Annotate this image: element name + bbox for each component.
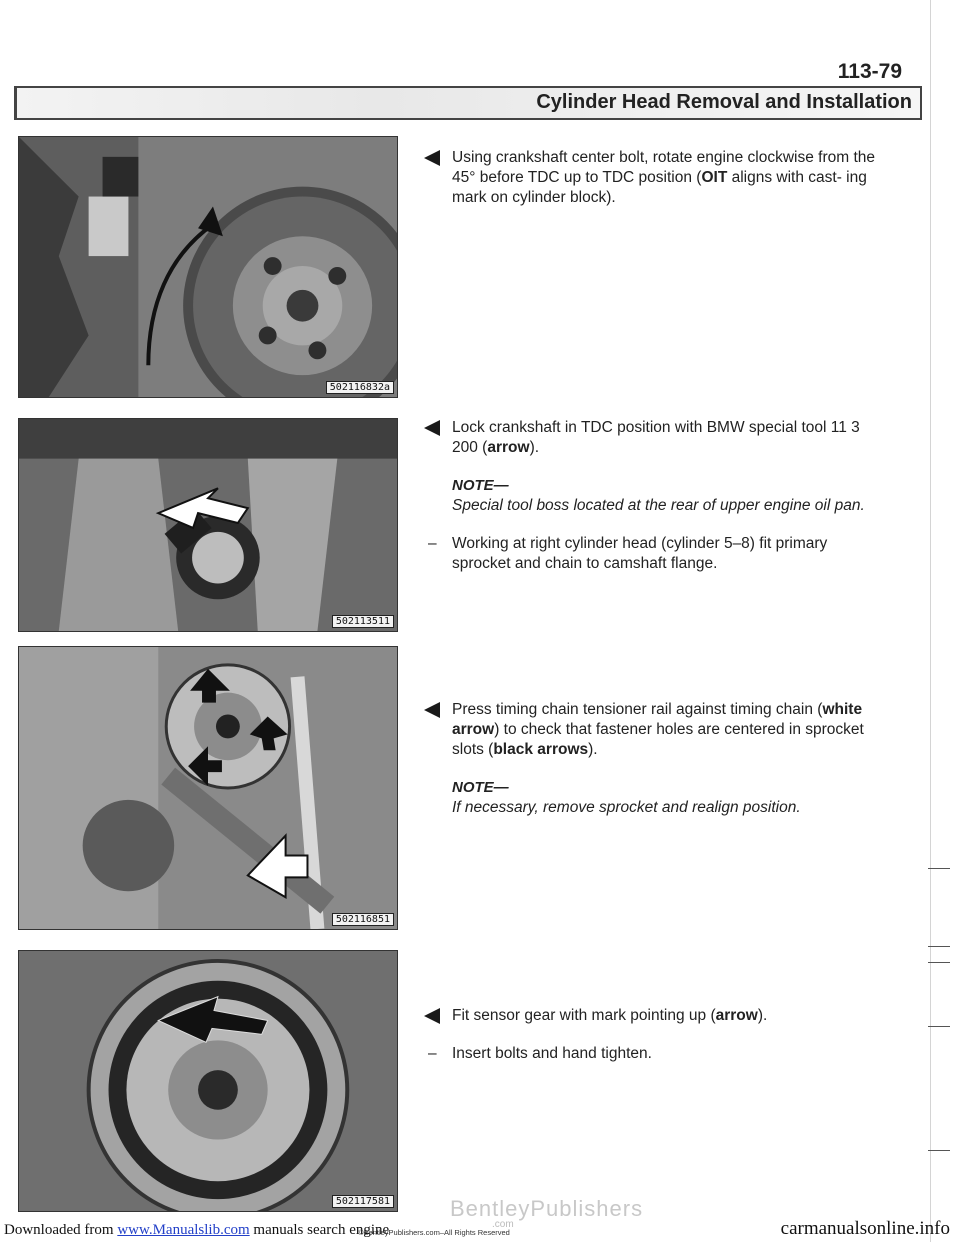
tool-photo (19, 419, 397, 631)
step-bold: arrow (715, 1007, 758, 1024)
margin-tick (928, 946, 950, 947)
pointer-arrow-icon (424, 702, 440, 718)
site-footer-right: carmanualsonline.info (780, 1218, 950, 1239)
dash-bullet: – (428, 535, 437, 552)
step-fit-sensor-gear (424, 1006, 884, 1064)
step-text: Insert bolts and hand tighten. (452, 1045, 652, 1062)
dash-step (424, 1044, 884, 1064)
pulley-photo (19, 137, 397, 397)
figure-label: 502116832a (326, 381, 394, 394)
note-heading: NOTE— (452, 779, 509, 796)
step-text: ) to check that fastener holes are centered in sprocket slots ( (452, 721, 864, 758)
dash-step (424, 534, 884, 574)
footer-text: Downloaded from (4, 1222, 118, 1238)
step-bold: white arrow (452, 701, 863, 738)
pointer-arrow-icon (424, 1008, 440, 1024)
step-rotate-crankshaft (424, 148, 884, 208)
pointer-arrow-icon (424, 420, 440, 436)
step-text: Working at right cylinder head (cylinder 5–8) fit primary sprocket and chain to camshaft flange. (452, 535, 828, 572)
section-header-bar (14, 86, 922, 120)
note-heading: NOTE— (452, 477, 509, 494)
step-text: Fit sensor gear with mark pointing up ( (452, 1007, 716, 1024)
publisher-watermark: BentleyPublishers (450, 1196, 644, 1221)
note-body: If necessary, remove sprocket and realign position. (452, 799, 801, 816)
step-text: ). (757, 1007, 768, 1024)
dash-bullet: – (428, 1045, 437, 1062)
chain-photo (19, 647, 397, 929)
step-text: Press timing chain tensioner rail against timing chain ( (452, 701, 823, 718)
step-bold: arrow (487, 439, 530, 456)
step-text: Lock crankshaft in TDC position with BMW special tool 11 3 200 ( (452, 419, 860, 456)
footer-text: manuals search engine (249, 1222, 390, 1238)
download-footer (4, 1222, 389, 1239)
step-lock-crankshaft (424, 418, 884, 574)
page-title: Cylinder Head Removal and Installation (536, 91, 912, 113)
margin-tick (928, 1026, 950, 1027)
figure-label: 502116851 (332, 913, 394, 926)
manualslib-link[interactable]: www.Manualslib.com (117, 1222, 250, 1238)
margin-rule (930, 0, 931, 1242)
sensor-gear-photo (19, 951, 397, 1211)
margin-tick (928, 868, 950, 869)
figure-sensor-gear (18, 950, 398, 1212)
step-text: aligns with cast- ing mark on cylinder block). (452, 169, 867, 206)
step-press-tensioner (424, 700, 884, 818)
step-text: ). (529, 439, 540, 456)
step-bold: black arrows (493, 741, 589, 758)
pointer-arrow-icon (424, 150, 440, 166)
page-number: 113-79 (837, 60, 902, 83)
publisher-watermark-sub: .com (492, 1219, 514, 1230)
note-body: Special tool boss located at the rear of upper engine oil pan. (452, 497, 865, 514)
step-bold: OIT (701, 169, 728, 186)
figure-label: 502113511 (332, 615, 394, 628)
figure-label: 502117581 (332, 1195, 394, 1208)
step-text: ). (588, 741, 598, 758)
copyright-notice: ©BentleyPublishers.com–All Rights Reserved (358, 1228, 510, 1237)
step-text: Using crankshaft center bolt, rotate engine clockwise from the 45° before TDC up to TDC position ( (452, 149, 876, 186)
margin-tick (928, 1150, 950, 1151)
margin-tick (928, 962, 950, 963)
figure-timing-chain (18, 646, 398, 930)
figure-crankshaft-pulley (18, 136, 398, 398)
figure-special-tool (18, 418, 398, 632)
